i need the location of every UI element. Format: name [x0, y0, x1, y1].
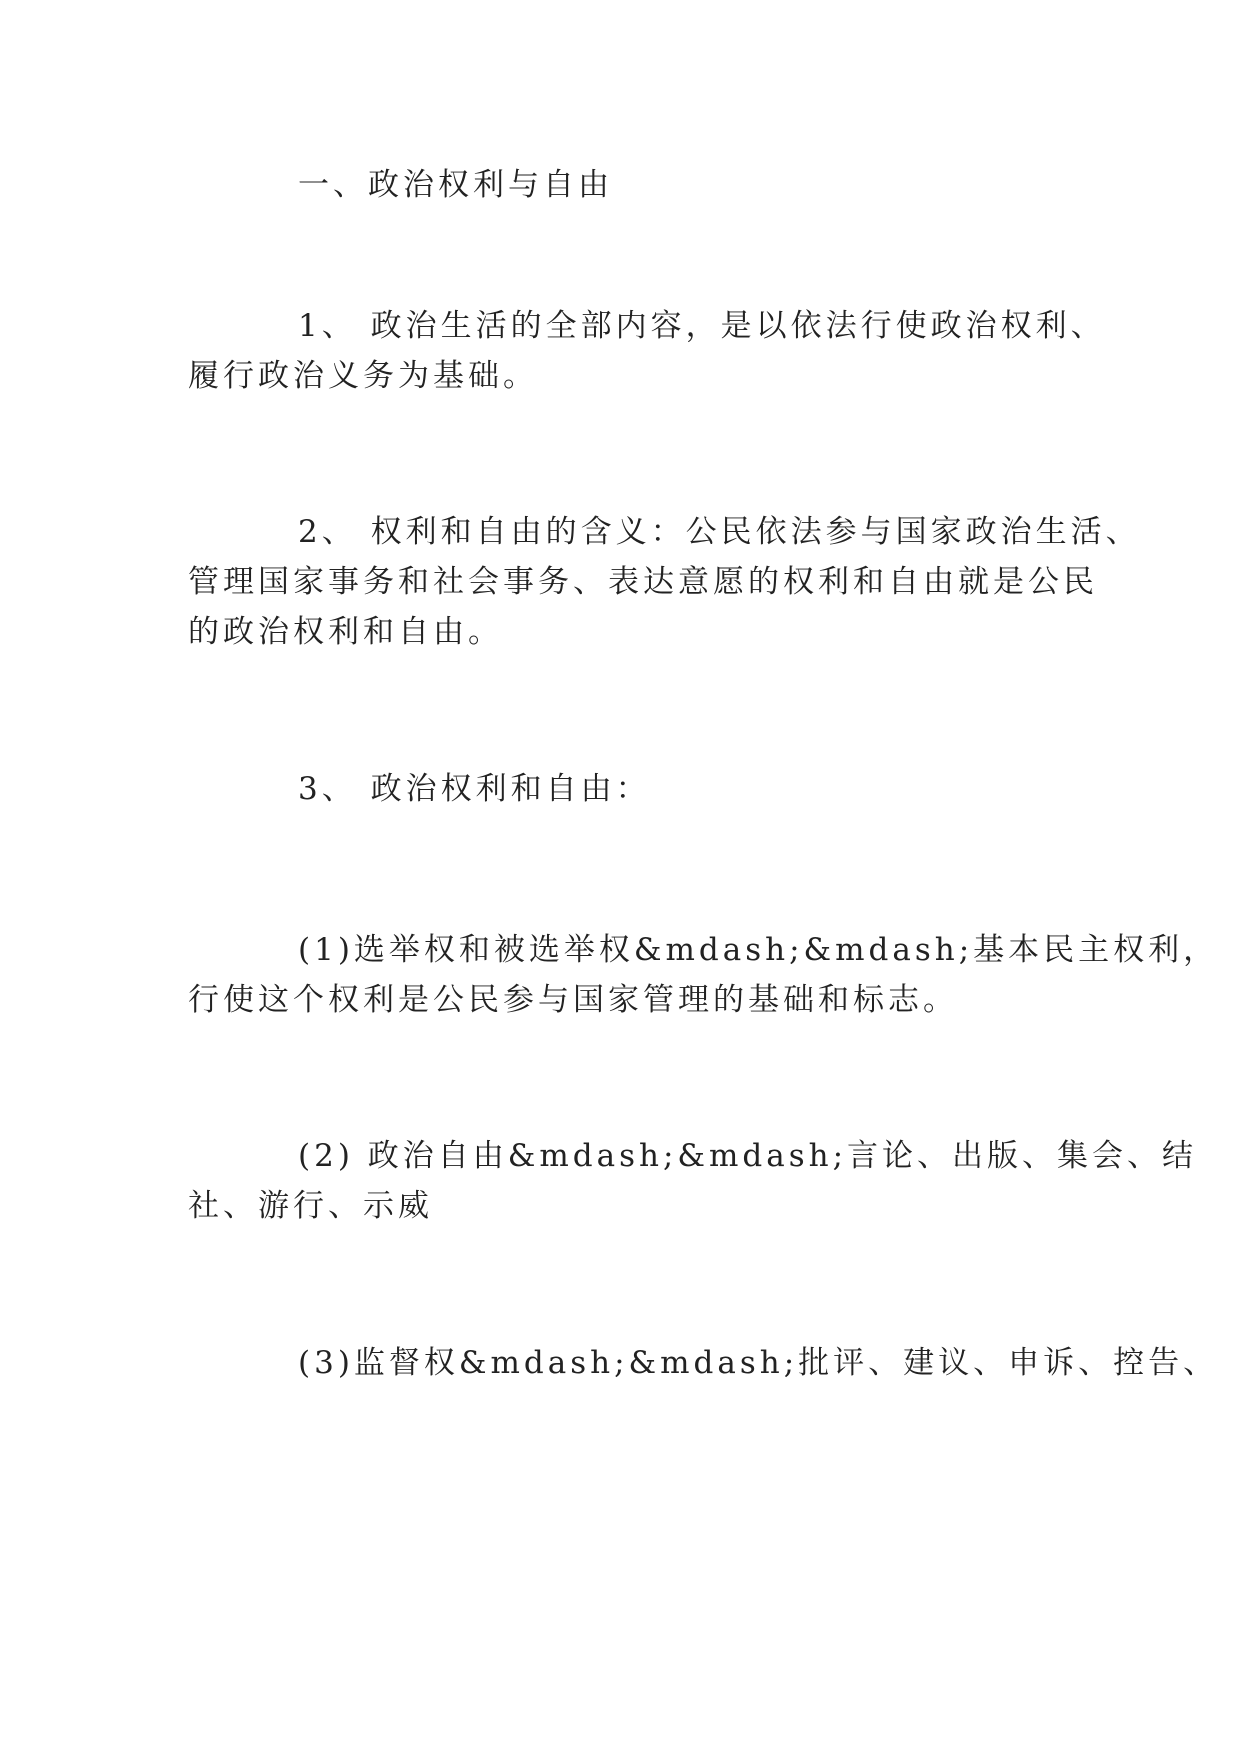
paragraph-1-line-1: 1、 政治生活的全部内容，是以依法行使政治权利、 [298, 308, 1106, 344]
paragraph-6-line-1: (3)监督权&mdash;&mdash;批评、建议、申诉、控告、 [298, 1345, 1219, 1381]
paragraph-2-line-2: 管理国家事务和社会事务、表达意愿的权利和自由就是公民 [188, 564, 1098, 600]
paragraph-2-line-1: 2、 权利和自由的含义：公民依法参与国家政治生活、 [298, 514, 1141, 550]
paragraph-2-line-3: 的政治权利和自由。 [188, 614, 503, 650]
paragraph-1-line-2: 履行政治义务为基础。 [188, 358, 538, 394]
paragraph-4-line-1: (1)选举权和被选举权&mdash;&mdash;基本民主权利， [298, 932, 1219, 968]
paragraph-5-line-1: (2) 政治自由&mdash;&mdash;言论、出版、集会、结 [298, 1138, 1198, 1174]
paragraph-3-line-1: 3、 政治权利和自由： [298, 771, 651, 807]
section-heading: 一、政治权利与自由 [298, 167, 613, 203]
paragraph-4-line-2: 行使这个权利是公民参与国家管理的基础和标志。 [188, 982, 958, 1018]
paragraph-5-line-2: 社、游行、示威 [188, 1188, 433, 1224]
